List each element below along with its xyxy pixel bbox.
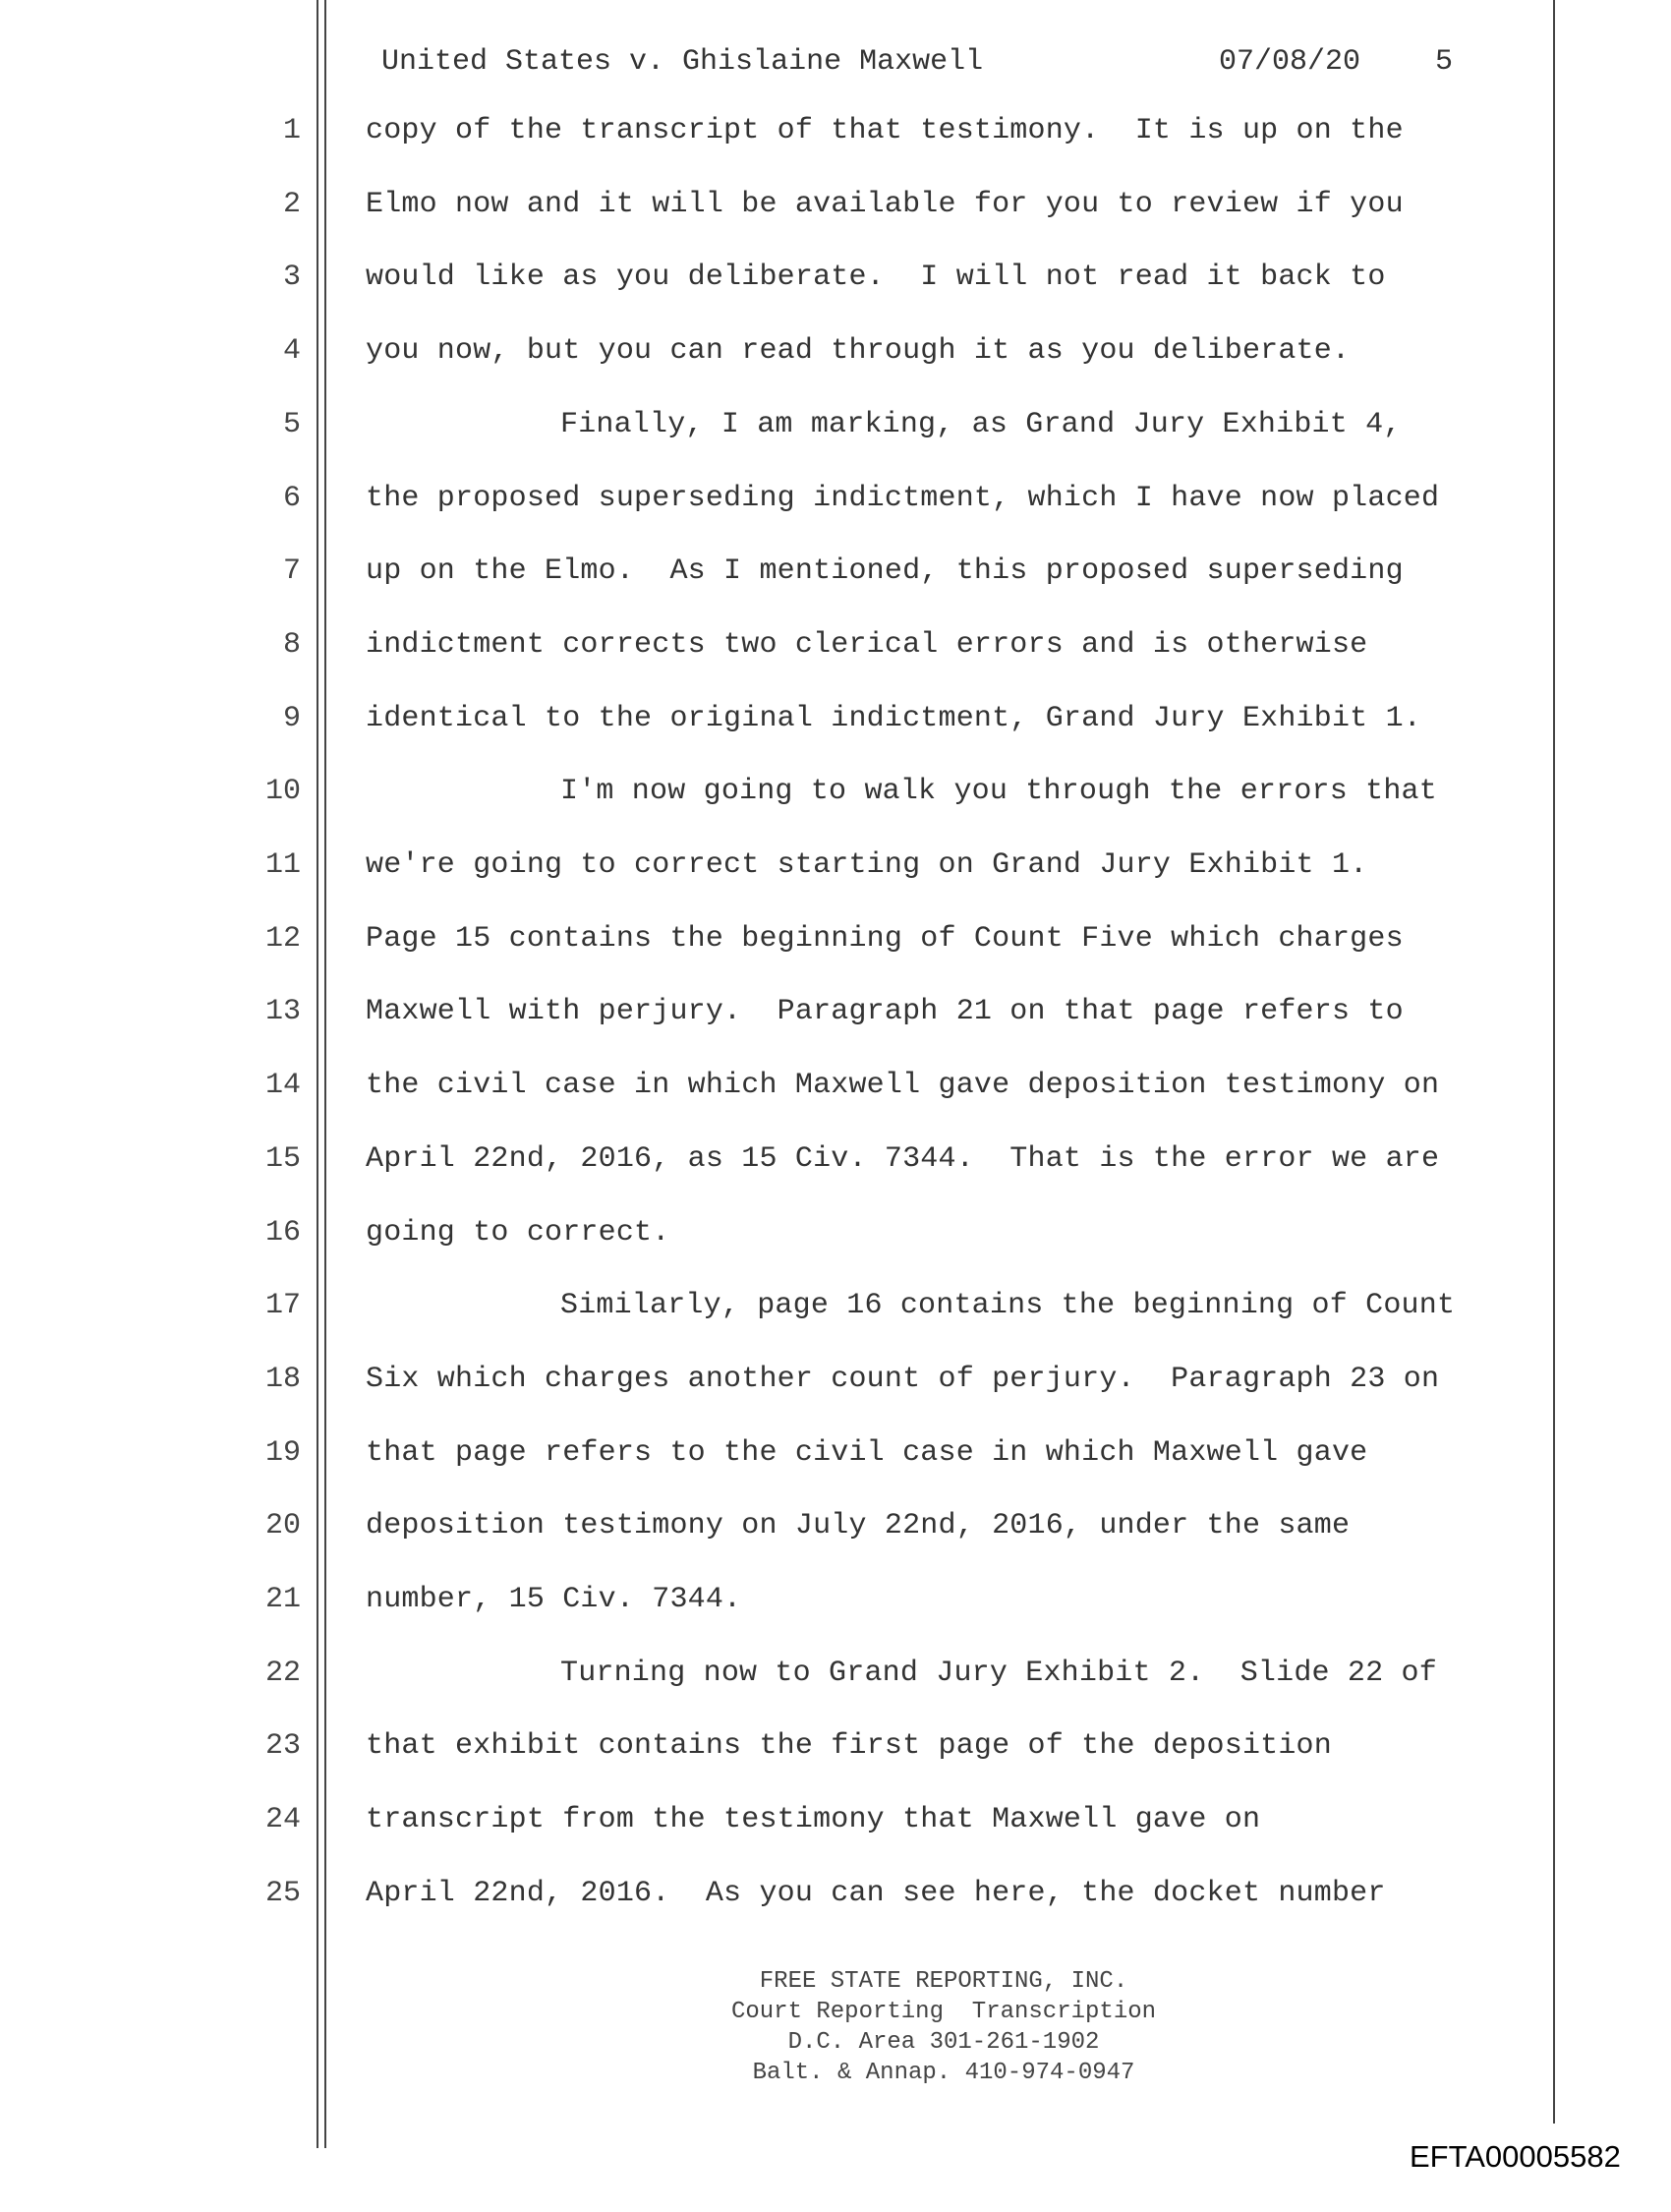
line-text: April 22nd, 2016. As you can see here, the docket number xyxy=(366,1876,1386,1910)
reporter-balt-phone: Balt. & Annap. 410-974-0947 xyxy=(752,2060,1135,2086)
line-number: 9 xyxy=(282,701,301,735)
line-number: 17 xyxy=(264,1289,301,1323)
line-number: 10 xyxy=(264,775,301,809)
line-number: 22 xyxy=(264,1656,301,1690)
line-number: 24 xyxy=(264,1803,301,1837)
transcript-line xyxy=(0,114,1671,187)
transcript-line xyxy=(0,995,1671,1068)
line-number: 4 xyxy=(282,334,301,369)
line-number: 6 xyxy=(282,481,301,515)
transcript-line xyxy=(0,188,1671,261)
transcript-line xyxy=(0,1069,1671,1141)
bates-number: EFTA00005582 xyxy=(1410,2139,1621,2174)
line-number: 20 xyxy=(264,1509,301,1543)
transcript-line xyxy=(0,1289,1671,1362)
line-number: 1 xyxy=(282,114,301,147)
case-caption: United States v. Ghislaine Maxwell xyxy=(381,45,984,79)
transcript-line xyxy=(0,334,1671,407)
line-text: you now, but you can read through it as you deliberate. xyxy=(366,334,1351,369)
transcript-line xyxy=(0,1509,1671,1582)
transcript-line xyxy=(0,702,1671,775)
transcript-line xyxy=(0,554,1671,627)
line-number: 3 xyxy=(282,261,301,295)
line-number: 14 xyxy=(264,1069,301,1103)
line-number: 19 xyxy=(264,1435,301,1470)
reporter-service: Court Reporting Transcription xyxy=(730,1999,1157,2025)
line-text: transcript from the testimony that Maxwell gave on xyxy=(366,1803,1261,1837)
transcript-line xyxy=(0,1729,1671,1802)
line-number: 2 xyxy=(282,187,301,221)
line-number: 18 xyxy=(264,1362,301,1396)
transcript-line xyxy=(0,1583,1671,1656)
reporter-footer xyxy=(590,1966,1297,2088)
transcript-line xyxy=(0,848,1671,921)
line-text: that page refers to the civil case in which Maxwell gave xyxy=(366,1435,1368,1470)
transcript-line xyxy=(0,1216,1671,1289)
line-text: identical to the original indictment, Grand Jury Exhibit 1. xyxy=(366,701,1421,735)
line-text: the civil case in which Maxwell gave deposition testimony on xyxy=(366,1069,1440,1103)
line-text: Elmo now and it will be available for you to review if you xyxy=(366,187,1404,221)
transcript-line xyxy=(0,628,1671,701)
line-text: we're going to correct starting on Grand Jury Exhibit 1. xyxy=(366,848,1368,882)
line-text: Page 15 contains the beginning of Count Five which charges xyxy=(366,921,1404,956)
line-text: number, 15 Civ. 7344. xyxy=(366,1583,742,1616)
line-text: deposition testimony on July 22nd, 2016, under the same xyxy=(366,1509,1351,1543)
line-number: 11 xyxy=(264,848,301,882)
line-text: Similarly, page 16 contains the beginning of Count xyxy=(560,1289,1456,1323)
line-text: April 22nd, 2016, as 15 Civ. 7344. That is the error we are xyxy=(366,1141,1440,1176)
transcript-line xyxy=(0,1363,1671,1435)
transcript-line xyxy=(0,1877,1671,1950)
line-number: 23 xyxy=(264,1729,301,1764)
transcript-line xyxy=(0,408,1671,481)
line-number: 7 xyxy=(282,554,301,589)
header-date: 07/08/20 xyxy=(1219,45,1361,79)
transcript-line xyxy=(0,1657,1671,1729)
transcript-line xyxy=(0,261,1671,333)
line-number: 13 xyxy=(264,995,301,1029)
line-number: 21 xyxy=(264,1583,301,1616)
line-text: going to correct. xyxy=(366,1215,670,1250)
transcript-line xyxy=(0,775,1671,847)
transcript-line xyxy=(0,482,1671,554)
line-text: Maxwell with perjury. Paragraph 21 on that page refers to xyxy=(366,995,1404,1029)
page-number: 5 xyxy=(1435,45,1454,79)
line-number: 12 xyxy=(264,921,301,956)
line-text: Finally, I am marking, as Grand Jury Exhibit 4, xyxy=(560,407,1402,441)
transcript-line xyxy=(0,1803,1671,1876)
line-number: 16 xyxy=(264,1215,301,1250)
line-text: would like as you deliberate. I will not read it back to xyxy=(366,261,1386,295)
line-number: 5 xyxy=(282,407,301,441)
line-number: 8 xyxy=(282,627,301,662)
line-text: the proposed superseding indictment, which I have now placed xyxy=(366,481,1440,515)
line-number: 25 xyxy=(264,1876,301,1910)
line-text: copy of the transcript of that testimony. It is up on the xyxy=(366,114,1404,147)
transcript-line xyxy=(0,1436,1671,1509)
line-text: that exhibit contains the first page of the deposition xyxy=(366,1729,1332,1764)
line-text: Turning now to Grand Jury Exhibit 2. Slide 22 of xyxy=(560,1656,1437,1690)
reporter-company: FREE STATE REPORTING, INC. xyxy=(759,1968,1128,1995)
transcript-line xyxy=(0,1142,1671,1215)
transcript-line xyxy=(0,922,1671,995)
line-text: Six which charges another count of perjury. Paragraph 23 on xyxy=(366,1362,1440,1396)
line-text: indictment corrects two clerical errors and is otherwise xyxy=(366,627,1368,662)
reporter-dc-phone: D.C. Area 301-261-1902 xyxy=(787,2029,1100,2056)
line-text: I'm now going to walk you through the errors that xyxy=(560,775,1437,809)
line-text: up on the Elmo. As I mentioned, this proposed superseding xyxy=(366,554,1404,589)
line-number: 15 xyxy=(264,1141,301,1176)
